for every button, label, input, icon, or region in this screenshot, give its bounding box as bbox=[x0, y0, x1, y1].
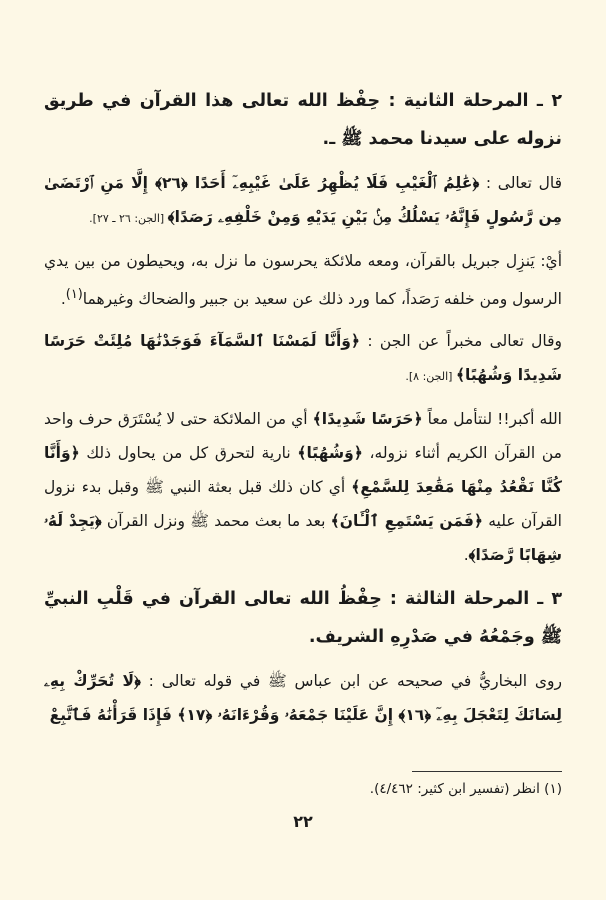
footnote-separator bbox=[412, 771, 562, 772]
paragraph-4 bbox=[44, 402, 562, 572]
page-number: ٢٢ bbox=[293, 812, 313, 831]
quran-phrase: ﴿يَجِدْ لَهُۥ شِهَابًا رَّصَدًا﴾ bbox=[44, 512, 562, 565]
quran-verse: ﴿عَٰلِمُ ٱلْغَيْبِ فَلَا يُظْهِرُ عَلَىٰ غَيْبِهِۦٓ أَحَدًا ﴿٢٦﴾ إِلَّا مَنِ ٱرْتَضَىٰ مِن رَّسُولٍ فَإِنَّهُۥ يَسْلُكُ مِنۢ بَيْنِ يَدَيْهِ وَمِنْ خَلْفِهِۦ رَصَدًا﴾ bbox=[44, 174, 562, 226]
section-heading-3-text: ٣ ـ المرحلة الثالثة : حِفْظُ الله تعالى القرآن في قَلْبِ النبيِّ ﷺ وجَمْعُهُ في صَدْرِهِ الشريف. bbox=[44, 589, 562, 648]
footnote-marker: (١) bbox=[65, 287, 83, 302]
paragraph-1 bbox=[44, 166, 562, 236]
paragraph-2-text: أيْ: يَنزِل جبريل بالقرآن، ومعه ملائكة يحرسون ما نزل به، ويحيطون من بين يدي الرسول ومن خلفه رَصَداً، كما ورد ذلك عن سعيد بن جبير والضحاك وغيرهما bbox=[44, 252, 562, 309]
paragraph-4-text: أي كان ذلك قبل بعثة النبي ﷺ وقبل بدء نزول القرآن عليه bbox=[44, 478, 562, 531]
paragraph-4-text: الله أكبر!! لنتأمل معاً bbox=[422, 410, 562, 429]
quran-phrase: ﴿وَأَنَّا كُنَّا نَقْعُدُ مِنْهَا مَقَٰعِدَ لِلسَّمْعِ﴾ bbox=[44, 444, 562, 497]
quran-phrase: ﴿وَشُهُبًا﴾ bbox=[297, 444, 363, 463]
paragraph-4-text: نارية لتحرق كل من يحاول ذلك bbox=[79, 444, 298, 463]
quran-verse: ﴿لَا تُحَرِّكْ بِهِۦ لِسَانَكَ لِتَعْجَلَ بِهِۦٓ ﴿١٦﴾ إِنَّ عَلَيْنَا جَمْعَهُۥ وَقُرْءَانَهُۥ ﴿١٧﴾ فَإِذَا قَرَأْنَٰهُ فَٱتَّبِعْ bbox=[44, 672, 562, 725]
verse-reference: [الجن: ٨]. bbox=[405, 370, 456, 384]
quran-phrase: ﴿فَمَن يَسْتَمِعِ ٱلْـَٔانَ﴾ bbox=[330, 512, 483, 531]
paragraph-3-intro: وقال تعالى مخبراً عن الجن : bbox=[360, 332, 562, 351]
paragraph-4-text: بعد ما بعث محمد ﷺ ونزل القرآن bbox=[101, 512, 331, 531]
paragraph-4-text: أي من الملائكة حتى لا يُسْتَرَق حرف واحد من القرآن الكريم أثناء نزوله، bbox=[44, 410, 562, 463]
section-heading-2 bbox=[44, 82, 562, 158]
footnote: (١) انظر (تفسير ابن كثير: ٤/٤٦٢). bbox=[369, 781, 562, 797]
verse-reference: [الجن: ٢٦ ـ ٢٧]. bbox=[89, 212, 168, 225]
page-body bbox=[44, 82, 562, 732]
section-heading-2-text: ٢ ـ المرحلة الثانية : حِفْظ الله تعالى هذا القرآن في طريق نزوله على سيدنا محمد ﷺ ـ. bbox=[44, 91, 562, 149]
paragraph-5-intro: روى البخاريُّ في صحيحه عن ابن عباس ﷺ في قوله تعالى : bbox=[140, 672, 562, 691]
paragraph-5 bbox=[44, 664, 562, 732]
paragraph-2: أيْ: يَنزِل جبريل بالقرآن، ومعه ملائكة يحرسون ما نزل به، ويحيطون من بين يدي الرسول ومن خلفه رَصَداً، كما ورد ذلك عن سعيد بن جبير والضحاك وغيرهما$^{(١)}$. bbox=[44, 252, 562, 309]
paragraph-4-text: . bbox=[463, 546, 469, 565]
paragraph-3 bbox=[44, 324, 562, 394]
quran-phrase: ﴿حَرَسًا شَدِيدًا﴾ bbox=[312, 410, 423, 429]
section-heading-3 bbox=[44, 580, 562, 656]
paragraph-1-intro: قال تعالى : bbox=[479, 174, 562, 192]
quran-verse: ﴿وَأَنَّا لَمَسْنَا ٱلسَّمَآءَ فَوَجَدْنَٰهَا مُلِئَتْ حَرَسًا شَدِيدًا وَشُهُبًا﴾ bbox=[44, 332, 562, 385]
